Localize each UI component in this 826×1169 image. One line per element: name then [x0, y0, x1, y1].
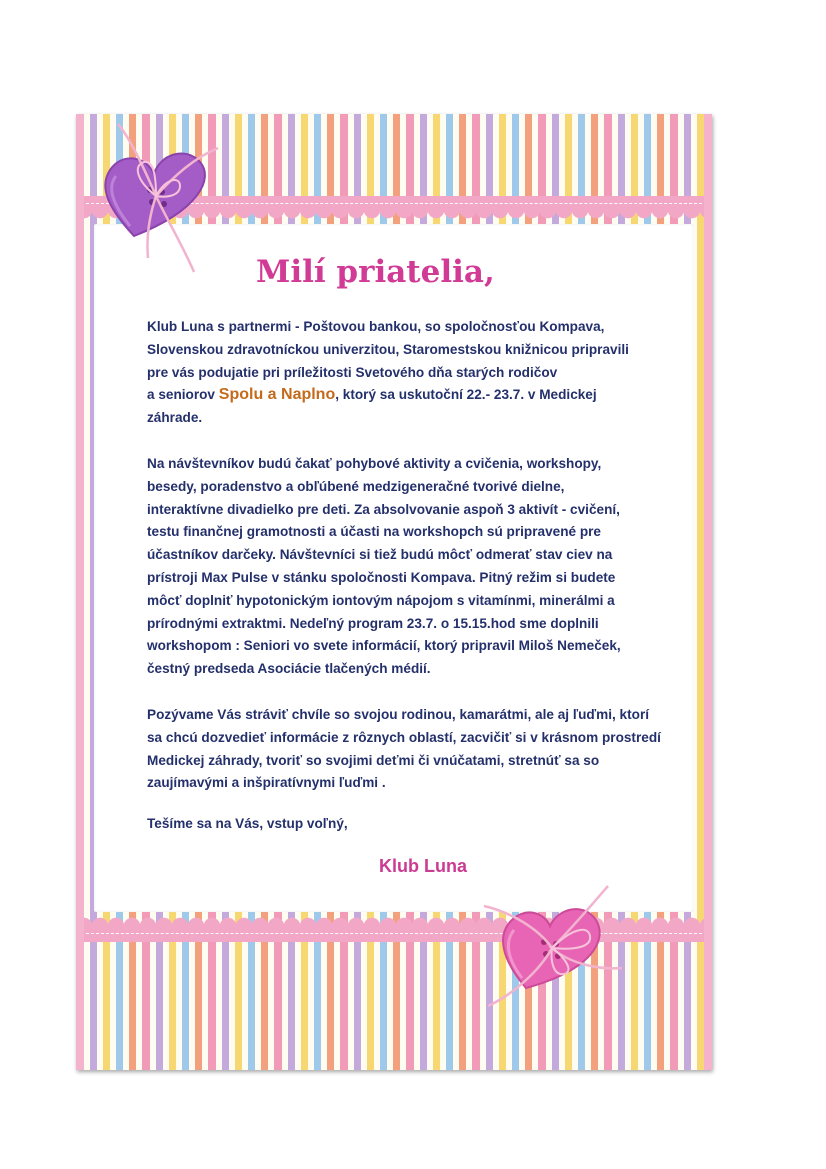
text-line: čestný predseda Asociácie tlačených médií.: [147, 661, 431, 677]
text-line: Pozývame Vás stráviť chvíle so svojou rodinou, kamarátmi, ale aj ľuďmi, ktorí: [147, 707, 650, 722]
letter-title: Milí priatelia,: [256, 254, 495, 290]
event-name: Spolu a Naplno: [218, 386, 336, 404]
purple-heart-button-icon: [90, 118, 230, 278]
text-line: interaktívne divadielko pre deti. Za absolvovanie aspoň 3 aktivít - cvičení,: [147, 501, 620, 517]
left-pink-border: [76, 114, 84, 1070]
text-line: testu finančnej gramotnosti a účasti na workshopch sú pripravené pre: [147, 524, 601, 540]
pink-heart-button-icon: [474, 866, 634, 1026]
text-line: pre vás podujatie pri príležitosti Svetového dňa starých rodičov: [147, 364, 558, 380]
text-line: prístroji Max Pulse v stánku spoločnosti Kompava. Pitný režim si budete: [147, 569, 616, 585]
text-line: sa chcú dozvedieť informácie z rôznych oblastí, zacvičiť si v krásnom prostredí: [147, 729, 661, 745]
text-line: účastníkov darčeky. Návštevníci si tiež budú môcť odmerať stav ciev na: [147, 547, 613, 563]
text-line: Na návštevníkov budú čakať pohybové aktivity a cvičenia, workshopy,: [147, 456, 602, 471]
text-line: [147, 384, 707, 407]
text-line: workshopom : Seniori vo svete informácií, ktorý pripravil Miloš Nemeček,: [147, 638, 621, 654]
text-line: Klub Luna s partnermi - Poštovou bankou, so spoločnosťou Kompava,: [147, 319, 605, 334]
text-line: Medickej záhrady, tvoriť so svojimi deťmi či vnúčatami, stretnúť sa so: [147, 752, 600, 768]
closing-line: Tešíme sa na Vás, vstup voľný,: [147, 816, 348, 831]
text-line: zaujímavými a inšpiratívnymi ľuďmi .: [147, 775, 386, 791]
text-line: môcť doplniť hypotonickým iontovým nápojom s vitamínmi, minerálmi a: [147, 592, 615, 608]
text-line: prírodnými extraktmi. Nedeľný program 23.7. o 15.15.hod sme doplnili: [147, 615, 599, 631]
text-line: Slovenskou zdravotníckou univerzitou, Staromestskou knižnicou pripravili: [147, 341, 629, 357]
text-line: besedy, poradenstvo a obľúbené medzigeneračné tvorivé dielne,: [147, 478, 565, 494]
signature: Klub Luna: [379, 856, 467, 876]
paragraph-intro: [147, 316, 707, 430]
paragraph-invitation: [147, 704, 707, 795]
paragraph-program: [147, 453, 707, 681]
text-fragment: , ktorý sa uskutoční 22.- 23.7. v Medickej: [335, 387, 597, 403]
text-line: záhrade.: [147, 410, 203, 426]
text-fragment: a seniorov: [147, 387, 219, 403]
